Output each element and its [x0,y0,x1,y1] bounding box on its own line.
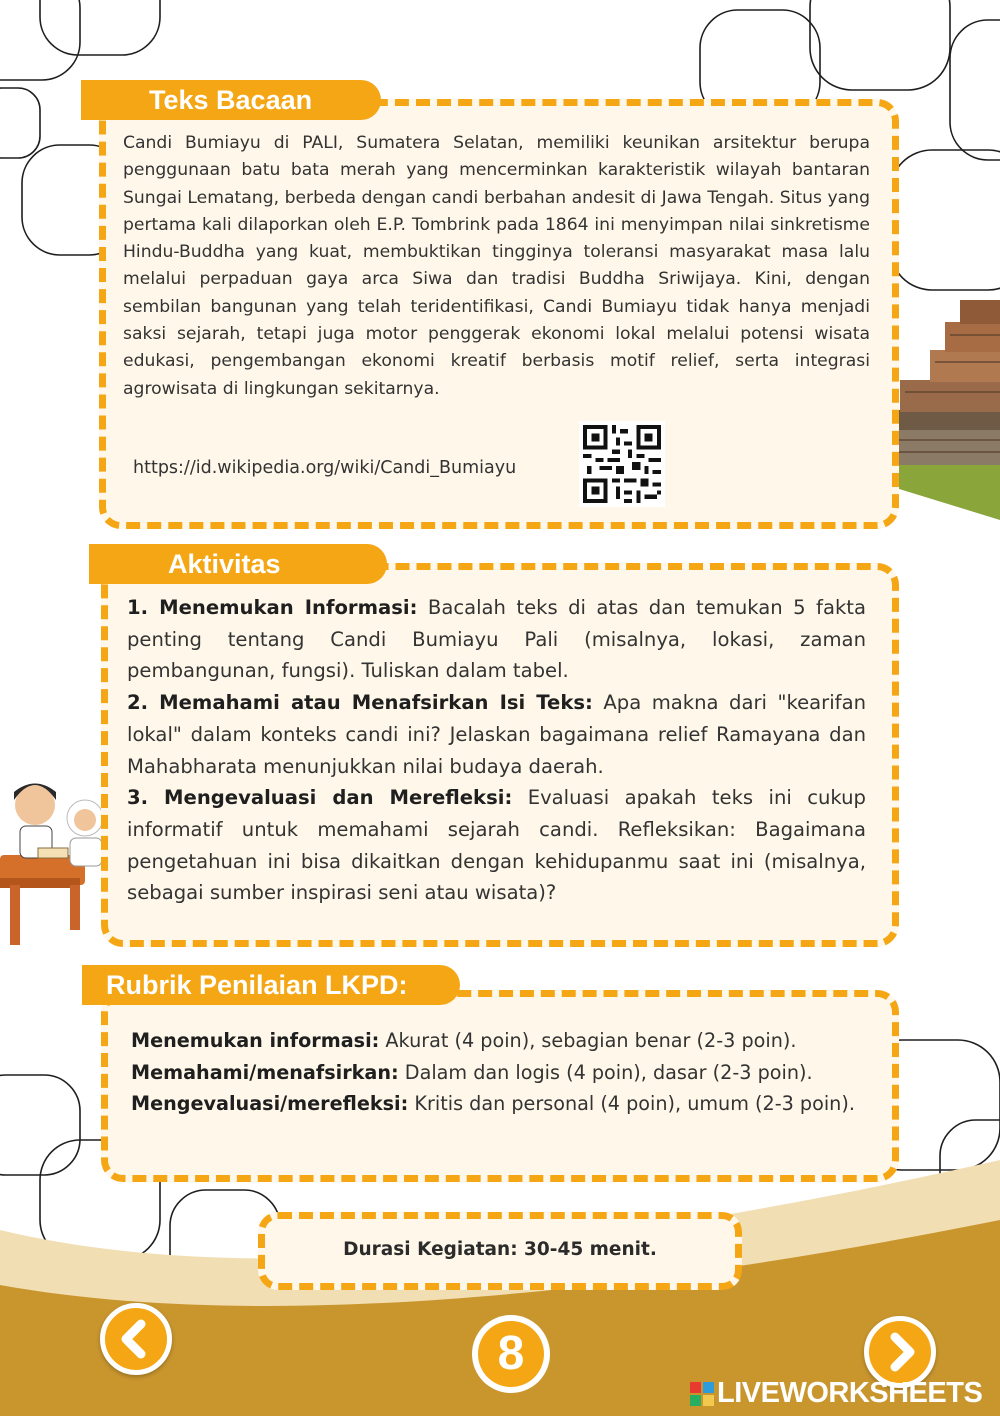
reading-body: Candi Bumiayu di PALI, Sumatera Selatan, memiliki keunikan arsitektur berupa penggunaan batu bata merah yang mencerminkan karakteristik wilayah bantaran Sungai Lematang, berbeda dengan candi berbahan andesit di Jawa Tengah. Situs yang pertama kali dilaporkan oleh E.P. Tombrink pada 1864 ini menyimpan nilai sinkretisme Hindu-Buddha yang kuat, membuktikan tingginya toleransi masyarakat masa lalu melalui perpaduan gaya arca Siwa dan tradisi Buddha Sriwijaya. Kini, dengan sembilan bangunan yang telah teridentifikasi, Candi Bumiayu tidak hanya menjadi saksi sejarah, tetapi juga motor penggerak ekonomi lokal melalui potensi wisata edukasi, pengembangan ekonomi kreatif berbasis motif relief, serta integrasi agrowisata di lingkungan sekitarnya. [123,133,870,399]
chevron-left-icon [105,1308,167,1370]
activity-title: Aktivitas [168,549,281,579]
duration-label: Durasi Kegiatan: 30-45 menit. [258,1212,742,1290]
qr-code-icon[interactable] [579,421,665,507]
rubric-item-heading: Mengevaluasi/merefleksi: [131,1092,409,1116]
activity-item-text: Bacalah teks di atas dan temukan 5 fakta penting tentang Candi Bumiayu Pali (misalnya, lokasi, zaman pembangunan, fungsi). Tuliskan dalam tabel. [127,596,866,683]
reading-source-link[interactable]: https://id.wikipedia.org/wiki/Candi_Bumiayu [133,458,517,478]
activity-item [127,687,866,782]
watermark-text: LIVEWORKSHEETS [717,1377,983,1409]
rubric-item-heading: Memahami/menafsirkan: [131,1060,399,1084]
page-number-badge [472,1315,550,1393]
activity-list [127,592,866,909]
activity-item [127,592,866,687]
activity-item-heading: 1. Menemukan Informasi: [127,596,418,619]
students-illustration [0,784,103,946]
rubric-list [131,1025,869,1120]
rubric-item-text: Akurat (4 poin), sebagian benar (2-3 poin). [379,1029,797,1052]
previous-page-button[interactable] [100,1303,172,1375]
rubric-item [131,1025,869,1057]
rubric-item-heading: Menemukan informasi: [131,1029,380,1052]
rubric-item-text: Kritis dan personal (4 poin), umum (2-3 poin). [408,1092,855,1116]
liveworksheets-watermark[interactable] [690,1378,982,1408]
activity-item-heading: 2. Memahami atau Menafsirkan Isi Teks: [127,691,593,715]
activity-item-text: Apa makna dari "kearifan lokal" dalam konteks candi ini? Jelaskan bagaimana relief Ramayana dan Mahabharata menunjukkan nilai budaya daerah. [127,691,866,778]
reading-title: Teks Bacaan [149,85,313,115]
activity-item-text: Evaluasi apakah teks ini cukup informatif untuk memahami sejarah candi. Refleksikan: Bagaimana pengetahuan ini bisa dikaitkan dengan kehidupanmu saat ini (misalnya, sebagai sumber inspirasi seni atau wisata)? [127,786,866,905]
rubric-item [131,1057,869,1089]
rubric-title: Rubrik Penilaian LKPD: [106,970,408,1000]
activity-item [127,782,866,909]
chevron-right-icon [869,1321,931,1383]
liveworksheets-logo-icon [690,1382,714,1406]
rubric-item [131,1088,869,1120]
rubric-title-tab [82,965,460,1005]
rubric-item-text: Dalam dan logis (4 poin), dasar (2-3 poin). [398,1060,813,1084]
reading-title-tab [81,80,381,120]
page-number: 8 [478,1321,544,1387]
activity-item-heading: 3. Mengevaluasi dan Merefleksi: [127,786,513,810]
activity-title-tab [89,544,387,584]
